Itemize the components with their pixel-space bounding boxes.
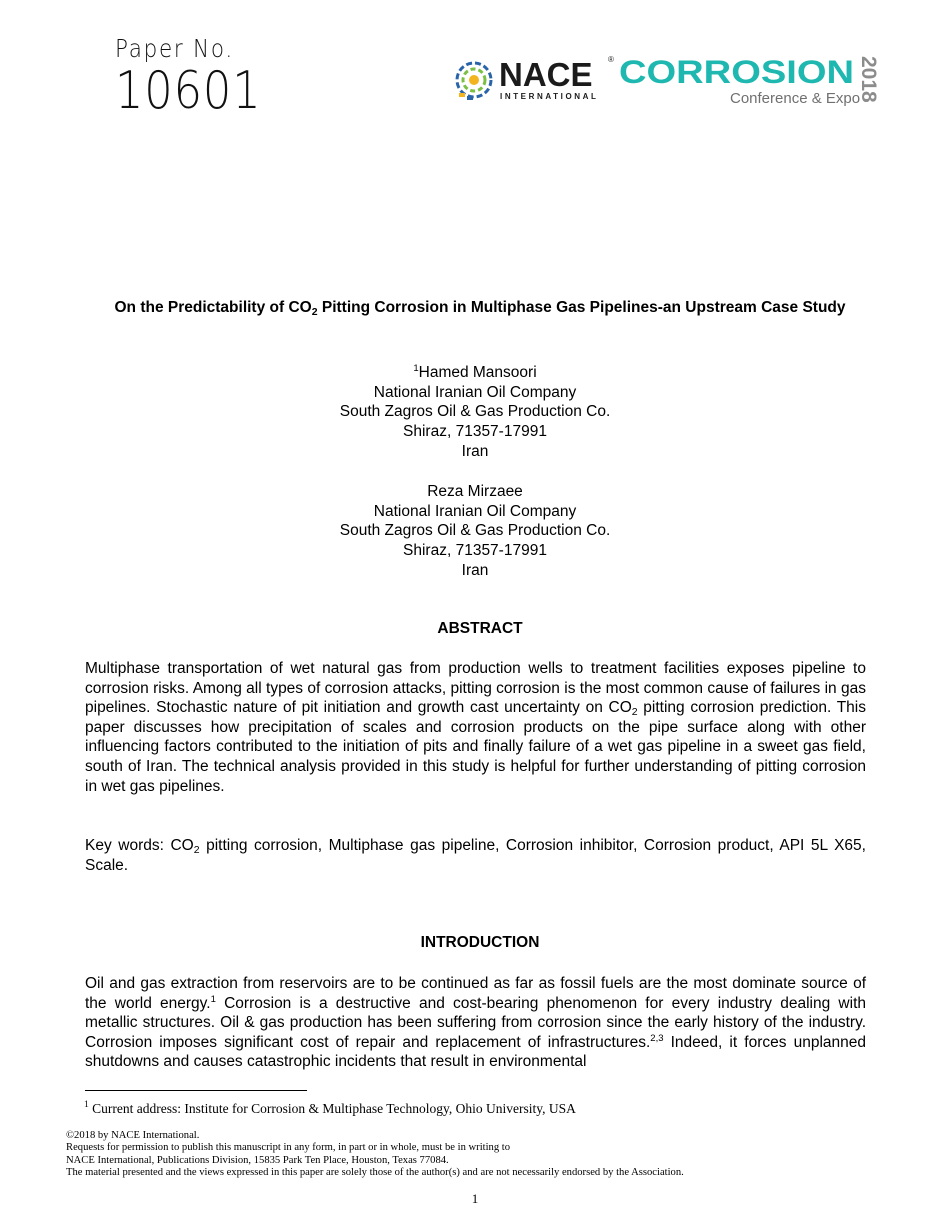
footnote-divider (85, 1090, 307, 1091)
author-block-2 (200, 482, 750, 581)
nace-registered-mark: ® (608, 55, 614, 64)
author-name: $^1$Hamed Mansoori (413, 363, 537, 381)
author-city: Shiraz, 71357-17991 (403, 542, 547, 560)
conference-expo-text: Conference & Expo (730, 90, 861, 107)
author-company: South Zagros Oil & Gas Production Co. (339, 403, 611, 421)
nace-wordmark: NACE (499, 56, 593, 93)
author-block-1 (200, 363, 750, 462)
author-company: South Zagros Oil & Gas Production Co. (339, 522, 611, 540)
author-name: Reza Mirzaee (427, 483, 523, 500)
copyright-line: The material presented and the views expressed in this paper are solely those of the author(s) and are not necessarily endorsed by the Association. (66, 1166, 684, 1178)
introduction-heading: INTRODUCTION (420, 934, 540, 951)
paper-number-block (115, 34, 285, 121)
author-affiliation: National Iranian Oil Company (373, 383, 577, 401)
author-affiliation: National Iranian Oil Company (373, 502, 577, 520)
nace-globe-icon (457, 63, 491, 100)
abstract-heading: ABSTRACT (437, 620, 523, 637)
abstract-text: Multiphase transportation of wet natural gas from production wells to treatment facilities exposes pipeline to corrosion risks. Among all types of corrosion attacks, pitting corrosion is the most common cause of failures in gas pipelines. Stochastic nature of pit initiation and growth cast uncertainty on $CO_2$ pitting corrosion prediction. This paper discusses how precipitation of scales and corrosion products on the pipe surface along with other influencing factors contributed to the initiation of pits and finally failure of a wet gas pipeline in a sweet gas field, south of Iran. The technical analysis provided in this study is helpful for further understanding of pitting corrosion in wet gas pipelines. (85, 660, 866, 795)
copyright-line: NACE International, Publications Division, 15835 Park Ten Place, Houston, Texas 77084. (66, 1154, 449, 1166)
corrosion-wordmark: CORROSION (619, 54, 854, 90)
year-vertical: 2018 (857, 56, 880, 103)
page-number: 1 (471, 1191, 479, 1206)
paper-title: On the Predictability of $CO_2$ Pitting Corrosion in Multiphase Gas Pipelines-an Upstream Case Study (114, 299, 846, 318)
nace-corrosion-logo (452, 52, 902, 112)
author-country: Iran (461, 442, 489, 460)
author-city: Shiraz, 71357-17991 (403, 423, 547, 441)
keywords: Key words: $CO_2$ pitting corrosion, Multiphase gas pipeline, Corrosion inhibitor, Corrosion product, API 5L X65, Scale. (85, 837, 866, 874)
copyright-line: ©2018 by NACE International. (66, 1130, 200, 1141)
paper-number: 10601 (115, 61, 262, 121)
paper-label: Paper No. (115, 34, 234, 63)
copyright-notice (66, 1130, 684, 1179)
introduction-text: Oil and gas extraction from reservoirs are to be continued as far as fossil fuels are the most dominate source of the world energy.$^1$ Corrosion is a destructive and cost-bearing phenomenon for every industry dealing with metallic structures. Oil & gas production has been suffering from corrosion since the early history of the industry. Corrosion imposes significant cost of repair and replacement of infrastructures.$^{2,3}$ Indeed, it forces unplanned shutdowns and causes catastrophic incidents that result in environmental (85, 975, 866, 1071)
footnote: $^1$ Current address: Institute for Corrosion & Multiphase Technology, Ohio University, USA (84, 1100, 576, 1116)
nace-subtitle: INTERNATIONAL (500, 92, 599, 101)
copyright-line: Requests for permission to publish this manuscript in any form, in part or in whole, must be in writing to (66, 1142, 511, 1154)
author-country: Iran (461, 561, 489, 579)
